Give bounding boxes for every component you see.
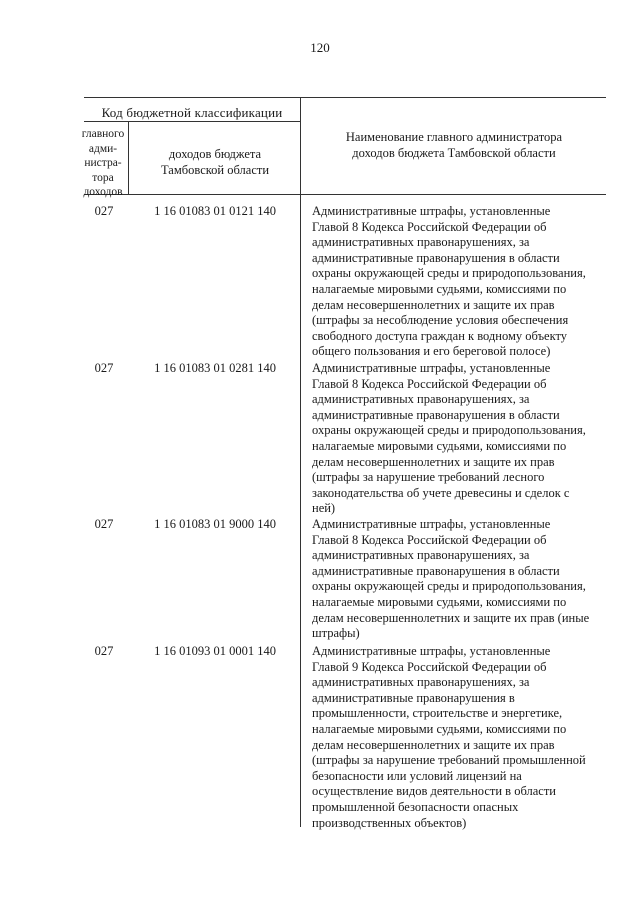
header-name-line: Наименование главного администратора [345,130,563,144]
name-line: Главой 8 Кодекса Российской Федерации об [312,219,547,234]
name-line: (штрафы за несоблюдение условия обеспечения [312,313,569,328]
name-cell [312,361,606,517]
header-admin-line: доходов [83,186,123,198]
name-line: свободного доступа граждан к водному объекту [312,328,568,343]
name-line: налагаемые мировыми судьями, комиссиями по [312,594,567,609]
name-line: Главой 8 Кодекса Российской Федерации об [312,376,547,391]
budget-code-cell: 1 16 01083 01 9000 140 [154,517,276,531]
name-line: делам несовершеннолетних и защите их прав [312,737,555,752]
name-line: промышленной безопасности опасных [312,799,519,814]
name-line: административных правонарушениях, за [312,235,530,250]
name-line: делам несовершеннолетних и защите их прав [312,454,555,469]
header-income-line: Тамбовской области [160,163,270,177]
header-admin-column [78,127,128,200]
name-line: законодательства об учете древесины и сделок с [312,485,570,500]
budget-code-cell: 1 16 01083 01 0281 140 [154,361,276,375]
name-line: Главой 9 Кодекса Российской Федерации об [312,659,547,674]
admin-code-cell: 027 [94,644,114,658]
name-line: Главой 8 Кодекса Российской Федерации об [312,532,547,547]
name-line: административные правонарушения в области [312,563,560,578]
name-line: административные правонарушения в [312,690,515,705]
header-group-title: Код бюджетной классификации [101,105,283,120]
table-top-border [84,97,606,98]
header-admin-line: адми- [88,142,118,155]
name-line: налагаемые мировыми судьями, комиссиями по [312,438,567,453]
name-line: осуществление видов деятельности в области [312,784,556,799]
name-line: охраны окружающей среды и природопользования, [312,579,586,594]
header-name-column [302,129,606,161]
name-line: налагаемые мировыми судьями, комиссиями по [312,281,567,296]
header-admin-line: тора [92,171,114,184]
name-line: (штрафы за нарушение требований промышленной [312,753,586,768]
name-line: Административные штрафы, установленные [312,644,551,658]
name-line: (штрафы за нарушение требований лесного [312,470,545,485]
budget-code-cell: 1 16 01093 01 0001 140 [154,644,276,658]
header-income-line: доходов бюджета [168,147,262,161]
header-name-line: доходов бюджета Тамбовской области [352,146,556,160]
name-line: производственных объектов) [312,815,467,830]
header-column-divider-1 [128,121,129,194]
name-line: промышленности, строительстве и энергетике, [312,706,563,721]
name-line: Административные штрафы, установленные [312,204,551,218]
name-cell [312,644,606,831]
admin-code-cell: 027 [94,204,114,218]
name-line: административных правонарушениях, за [312,548,530,563]
name-line: административных правонарушениях, за [312,392,530,407]
name-cell [312,204,606,360]
name-line: ней) [312,501,336,516]
name-line: охраны окружающей среды и природопользования, [312,266,586,281]
name-line: налагаемые мировыми судьями, комиссиями по [312,721,567,736]
name-line: безопасности или условий лицензий на [312,768,522,783]
name-cell [312,517,606,642]
main-column-divider [300,97,301,827]
header-admin-line: главного [81,128,125,140]
header-bottom-border [84,194,606,195]
name-line: административные правонарушения в области [312,250,560,265]
name-line: штрафы) [312,626,360,641]
name-line: административные правонарушения в области [312,407,560,422]
name-line: Административные штрафы, установленные [312,517,551,531]
page-number: 120 [310,40,330,55]
admin-code-cell: 027 [94,517,114,531]
name-line: делам несовершеннолетних и защите их прав [312,297,555,312]
admin-code-cell: 027 [94,361,114,375]
header-group-divider [84,121,300,122]
name-line: Административные штрафы, установленные [312,361,551,375]
name-line: делам несовершеннолетних и защите их прав (иные [312,610,590,625]
name-line: общего пользования и его береговой полосе) [312,344,551,359]
name-line: административных правонарушениях, за [312,675,530,690]
header-admin-line: нистра- [84,157,122,169]
name-line: охраны окружающей среды и природопользования, [312,423,586,438]
header-income-column [132,146,298,178]
budget-code-cell: 1 16 01083 01 0121 140 [154,204,276,218]
